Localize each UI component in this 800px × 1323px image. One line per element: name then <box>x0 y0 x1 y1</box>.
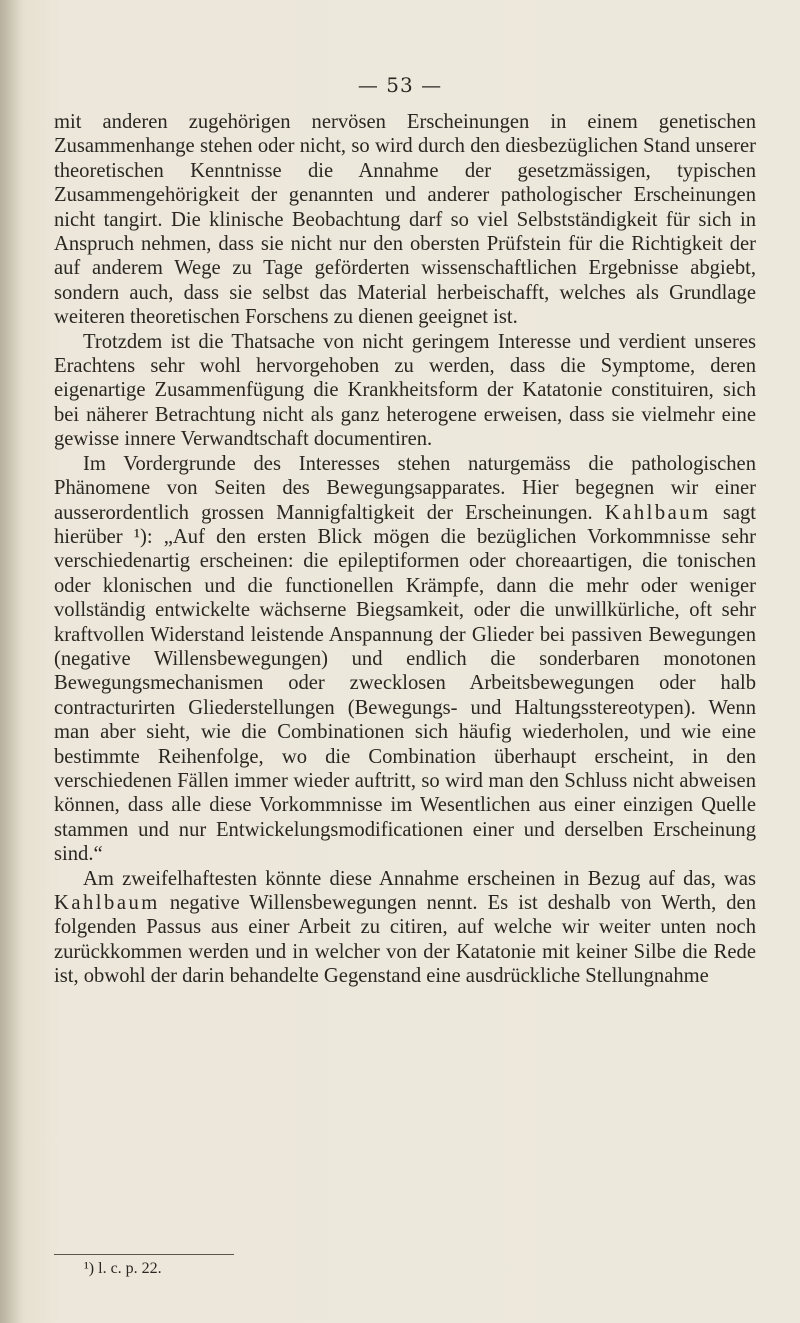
page-edge-shadow <box>0 0 24 1323</box>
paragraph-4 <box>54 867 756 989</box>
paragraph-3 <box>54 452 756 867</box>
footnote-divider <box>54 1254 234 1255</box>
footnote: ¹) l. c. p. 22. <box>84 1260 162 1277</box>
paragraph-4-text-after: negative Willensbewegungen nennt. Es ist deshalb von Werth, den folgenden Passus aus einer Arbeit zu citiren, auf welche wir weiter unten noch zurückkommen werden und in welcher von der Katatonie mit keiner Silbe die Rede ist, obwohl der darin behandelte Gegenstand eine ausdrückliche Stellungnahme <box>54 892 756 988</box>
paragraph-1: mit anderen zugehörigen nervösen Erscheinungen in einem genetischen Zusammenhange stehen oder nicht, so wird durch den diesbezüglichen Stand unserer theoretischen Kenntnisse die Annahme der gesetzmässigen, typischen Zusammengehörigkeit der genannten und anderer pathologischer Erscheinungen nicht tangirt. Die klinische Beobachtung darf so viel Selbstständigkeit für sich in Anspruch nehmen, dass sie nicht nur den obersten Prüfstein für die Richtigkeit der auf anderem Wege zu Tage geförderten wissenschaftlichen Ergebnisse abgiebt, sondern auch, dass sie selbst das Material herbeischafft, welches als Grundlage weiteren theoretischen Forschens zu dienen geeignet ist. <box>54 111 756 329</box>
author-name-kahlbaum: Kahlbaum <box>54 892 160 914</box>
paragraph-2: Trotzdem ist die Thatsache von nicht geringem Interesse und verdient unseres Erachtens sehr wohl hervorgehoben zu werden, dass die Symptome, deren eigenartige Zusammenfügung die Krankheitsform der Katatonie constituiren, sich bei näherer Betrachtung nicht als ganz heterogene erweisen, dass sie vielmehr eine gewisse innere Verwandtschaft documentiren. <box>54 330 756 451</box>
paragraph-3-text-after: sagt hierüber ¹): „Auf den ersten Blick mögen die bezüglichen Vorkommnisse sehr verschiedenartig erscheinen: die epileptiformen oder choreaartigen, die tonischen oder klonischen und die functionellen Krämpfe, dann die mehr oder weniger vollständig entwickelte wächserne Biegsamkeit, oder die unwillkürliche, oft sehr kraftvollen Widerstand leistende Anspannung der Glieder bei passiven Bewegungen (negative Willensbewegungen) und endlich die sonderbaren monotonen Bewegungsmechanismen oder zwecklosen Arbeitsbewegungen oder halb contracturirten Gliederstellungen (Bewegungs- und Haltungsstereotypen). Wenn man aber sieht, wie die Combinationen sich häufig wiederholen, und wie eine bestimmte Reihenfolge, wo die Combination überhaupt erscheint, in den verschiedenen Fällen immer wieder auftritt, so wird man den Schluss nicht abweisen können, dass alle diese Vorkommnisse im Wesentlichen aus einer einzigen Quelle stammen und nur Entwickelungsmodificationen einer und derselben Erscheinung sind.“ <box>54 501 756 866</box>
paragraph-4-text-before: Am zweifelhaftesten könnte diese Annahme erscheinen in Bezug auf das, was <box>83 867 756 890</box>
page-number-header: — 53 — <box>357 73 443 97</box>
author-name-kahlbaum: Kahlbaum <box>604 501 711 524</box>
paragraph-3-text-before: Im Vordergrunde des Interesses stehen naturgemäss die pathologischen Phänomene von Seiten des Bewegungsapparates. Hier begegnen wir einer ausserordentlich grossen Mannigfaltigkeit der Erscheinungen. <box>54 452 756 524</box>
body-text <box>54 110 756 989</box>
